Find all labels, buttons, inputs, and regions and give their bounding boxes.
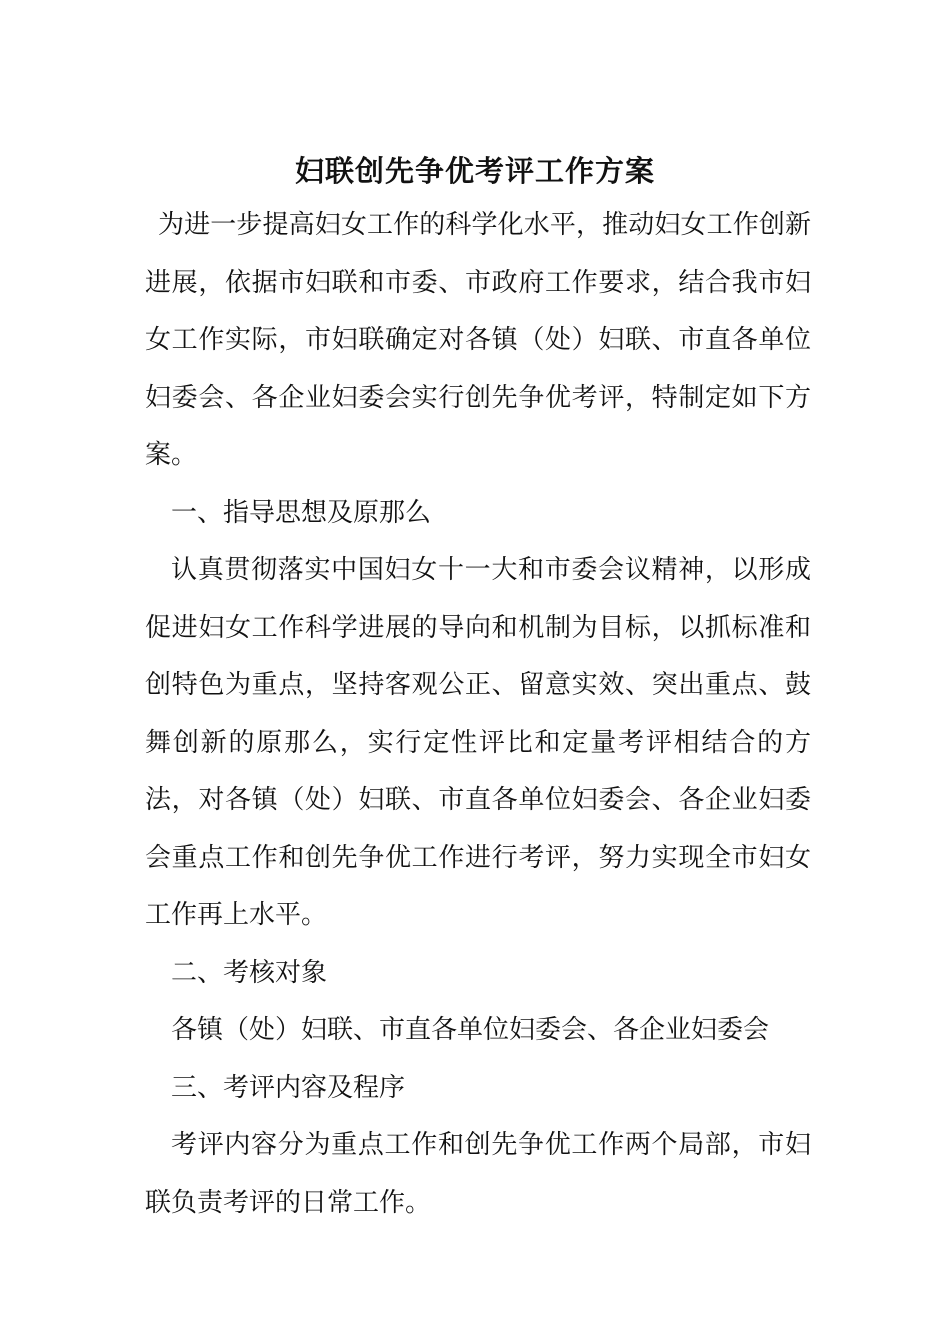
section-heading-content-procedure: 三、考评内容及程序 — [171, 1072, 406, 1103]
intro-paragraph: 为进一步提高妇女工作的科学化水平，推动妇女工作创新进展，依据市妇联和市委、市政府工作要求，结合我市妇女工作实际，市妇联确定对各镇（处）妇联、市直各单位妇委会、各企业妇委会实行创先争优考评，特制定如下方案。 — [145, 210, 811, 470]
section-heading-assessment-targets: 二、考核对象 — [171, 957, 328, 988]
guiding-principles-paragraph: 认真贯彻落实中国妇女十一大和市委会议精神，以形成促进妇女工作科学进展的导向和机制为目标，以抓标准和创特色为重点，坚持客观公正、留意实效、突出重点、鼓舞创新的原那么，实行定性评比和定量考评相结合的方法，对各镇（处）妇联、市直各单位妇委会、各企业妇委会重点工作和创先争优工作进行考评，努力实现全市妇女工作再上水平。 — [145, 555, 811, 930]
document-body — [145, 197, 811, 1232]
section-heading-guiding-principles: 一、指导思想及原那么 — [171, 497, 432, 528]
content-procedure-paragraph: 考评内容分为重点工作和创先争优工作两个局部，市妇联负责考评的日常工作。 — [145, 1130, 811, 1218]
assessment-targets-paragraph: 各镇（处）妇联、市直各单位妇委会、各企业妇委会 — [171, 1015, 770, 1045]
document-title: 妇联创先争优考评工作方案 — [294, 154, 655, 189]
